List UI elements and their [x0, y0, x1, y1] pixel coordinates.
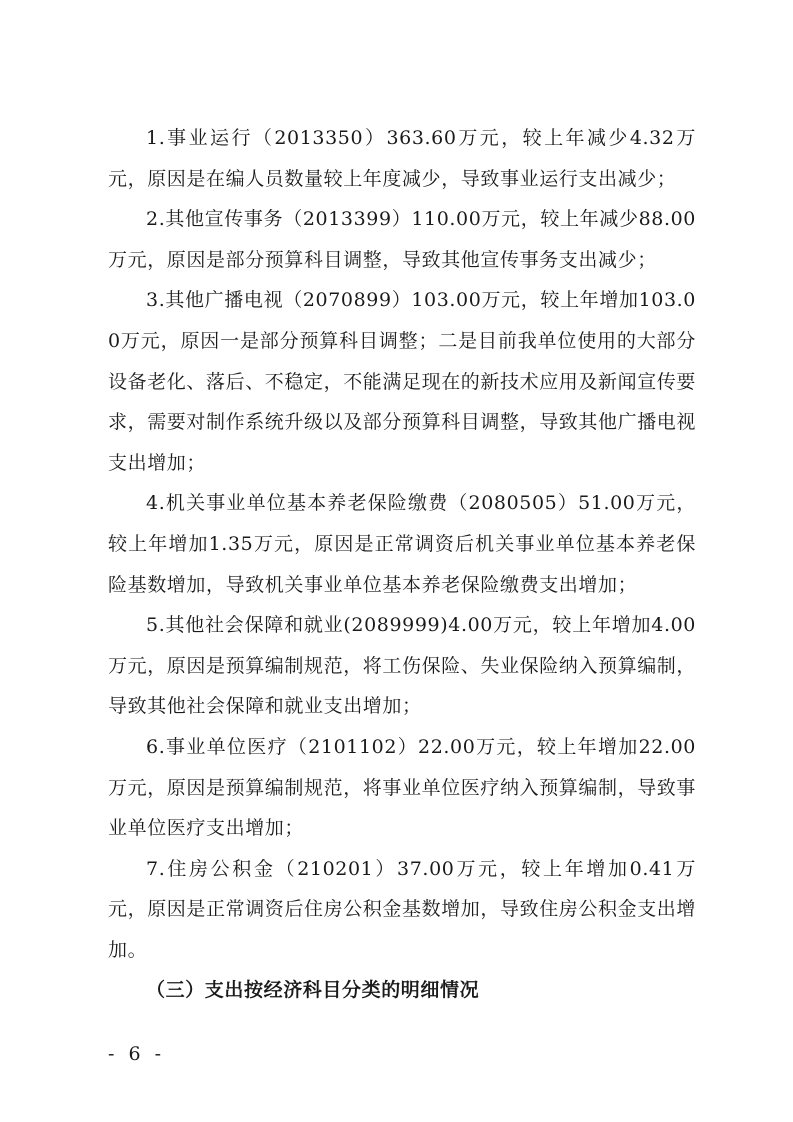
paragraph-item-6: 6.事业单位医疗（2101102）22.00万元，较上年增加22.00万元，原因是预算编制规范，将事业单位医疗纳入预算编制，导致事业单位医疗支出增加；	[108, 735, 697, 840]
section-heading: （三）支出按经济科目分类的明细情况	[146, 979, 480, 1002]
paragraph-item-7: 7.住房公积金（210201）37.00万元，较上年增加0.41万元，原因是正常调资后住房公积金基数增加，导致住房公积金支出增加。	[108, 857, 697, 961]
paragraph-item-5: 5.其他社会保障和就业(2089999)4.00万元，较上年增加4.00万元，原因是预算编制规范，将工伤保险、失业保险纳入预算编制，导致其他社会保障和就业支出增加；	[108, 614, 697, 718]
paragraph-item-2: 2.其他宣传事务（2013399）110.00万元，较上年减少88.00万元，原因是部分预算科目调整，导致其他宣传事务支出减少；	[108, 208, 696, 271]
paragraph-item-4: 4.机关事业单位基本养老保险缴费（2080505）51.00万元，较上年增加1.35万元，原因是正常调资后机关事业单位基本养老保险基数增加，导致机关事业单位基本养老保险缴费支出增加；	[108, 492, 696, 596]
paragraph-item-3: 3.其他广播电视（2070899）103.00万元，较上年增加103.00万元，原因一是部分预算科目调整；二是目前我单位使用的大部分设备老化、落后、不稳定，不能满足现在的新技术应用及新闻宣传要求，需要对制作系统升级以及部分预算科目调整，导致其他广播电视支出增加；	[108, 289, 697, 474]
page-number: - 6 -	[108, 1043, 166, 1065]
document-body	[108, 118, 696, 1011]
paragraph-item-1: 1.事业运行（2013350）363.60万元，较上年减少4.32万元，原因是在编人员数量较上年度减少，导致事业运行支出减少；	[108, 127, 696, 190]
